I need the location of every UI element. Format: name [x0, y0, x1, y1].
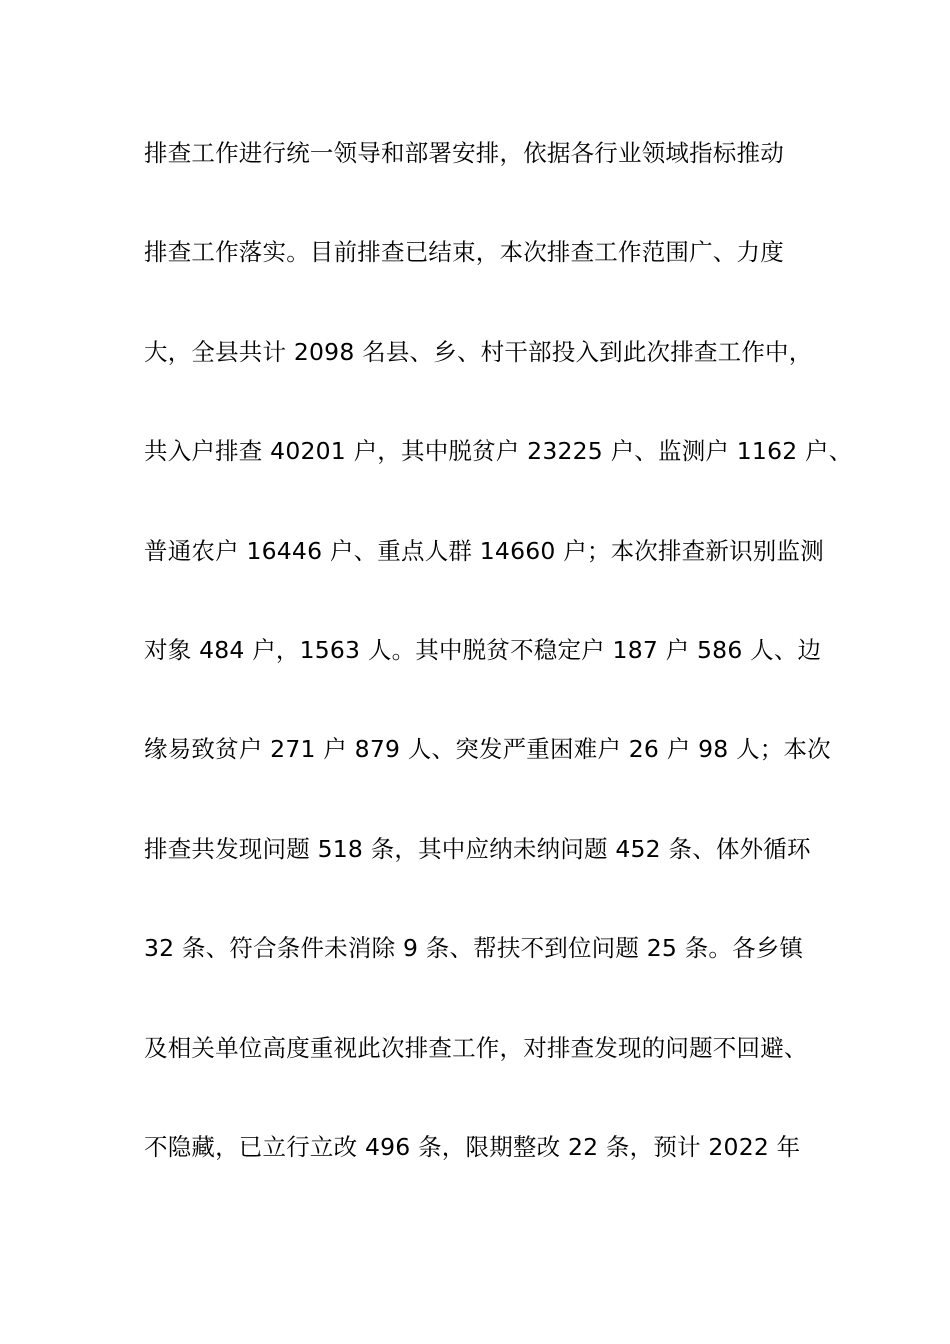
text-line: 大，全县共计 2098 名县、乡、村干部投入到此次排查工作中，: [144, 337, 813, 366]
text-line: 排查工作落实。目前排查已结束，本次排查工作范围广、力度: [144, 238, 784, 267]
text-line: 对象 484 户，1563 人。其中脱贫不稳定户 187 户 586 人、边: [144, 635, 822, 664]
text-line: 共入户排查 40201 户，其中脱贫户 23225 户、监测户 1162 户、: [144, 437, 853, 466]
text-line: 排查工作进行统一领导和部署安排，依据各行业领域指标推动: [144, 139, 784, 167]
text-line: 排查共发现问题 518 条，其中应纳未纳问题 452 条、体外循环: [144, 834, 811, 863]
body-paragraph: [144, 130, 853, 1223]
text-line: 32 条、符合条件未消除 9 条、帮扶不到位问题 25 条。各乡镇: [144, 934, 804, 963]
text-line: 普通农户 16446 户、重点人群 14660 户；本次排查新识别监测: [144, 536, 824, 565]
text-line: 及相关单位高度重视此次排查工作，对排查发现的问题不回避、: [144, 1033, 808, 1062]
text-line: 不隐藏，已立行立改 496 条，限期整改 22 条，预计 2022 年: [144, 1132, 801, 1161]
text-line: 缘易致贫户 271 户 879 人、突发严重困难户 26 户 98 人；本次: [144, 735, 831, 764]
